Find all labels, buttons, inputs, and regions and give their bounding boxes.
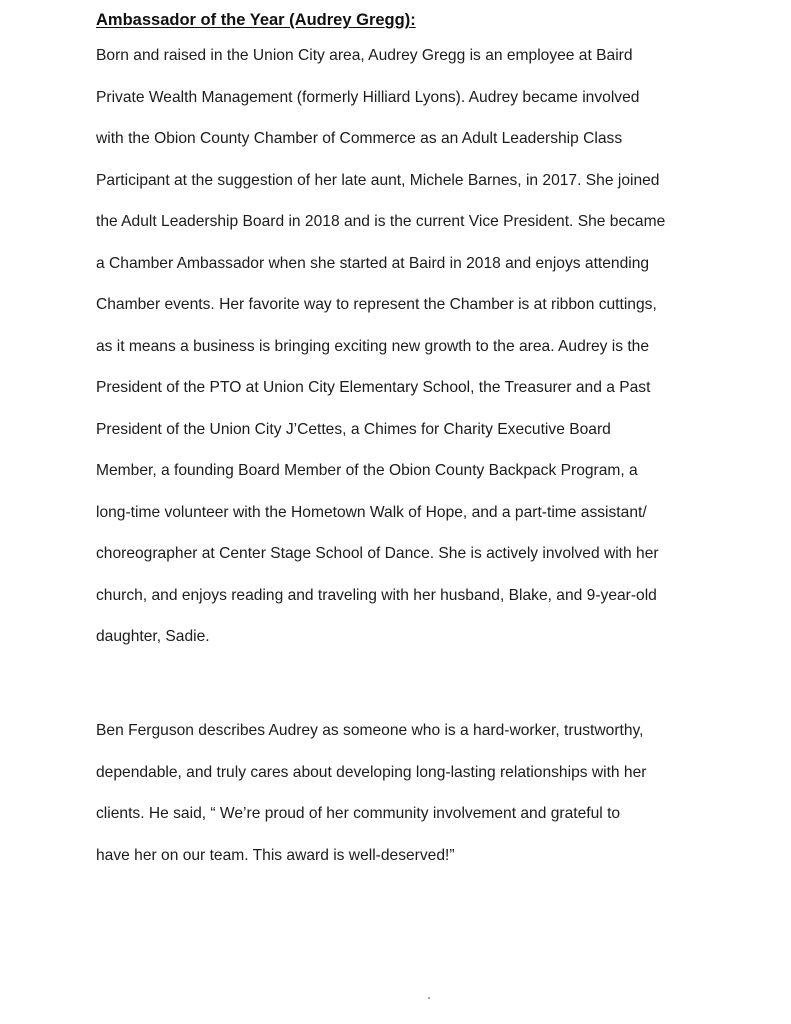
scan-speck — [428, 997, 430, 999]
paragraph-line: dependable, and truly cares about developing long-lasting relationships with her — [96, 763, 647, 781]
paragraph-line: Chamber events. Her favorite way to represent the Chamber is at ribbon cuttings, — [96, 296, 657, 313]
paragraph-line: a Chamber Ambassador when she started at Baird in 2018 and enjoys attending — [96, 254, 650, 272]
paragraph-line: church, and enjoys reading and traveling with her husband, Blake, and 9-year-old — [96, 586, 657, 604]
paragraph-quote — [96, 720, 746, 886]
paragraph-line: Ben Ferguson describes Audrey as someone who is a hard-worker, trustworthy, — [96, 722, 644, 739]
paragraph-line: Member, a founding Board Member of the Obion County Backpack Program, a — [96, 462, 638, 479]
paragraph-line: have her on our team. This award is well-deserved!” — [96, 846, 455, 864]
paragraph-line: long-time volunteer with the Hometown Walk of Hope, and a part-time assistant/ — [96, 503, 647, 521]
paragraph-line: the Adult Leadership Board in 2018 and is the current Vice President. She became — [96, 213, 666, 230]
paragraph-line: daughter, Sadie. — [96, 628, 210, 645]
paragraph-line: choreographer at Center Stage School of Dance. She is actively involved with her — [96, 545, 659, 562]
paragraph-line: clients. He said, “ We’re proud of her community involvement and grateful to — [96, 805, 621, 822]
paragraph-biography — [96, 45, 746, 668]
document-title: Ambassador of the Year (Audrey Gregg): — [96, 11, 416, 29]
paragraph-line: Private Wealth Management (formerly Hilliard Lyons). Audrey became involved — [96, 88, 640, 106]
paragraph-line: President of the Union City J’Cettes, a Chimes for Charity Executive Board — [96, 420, 611, 438]
paragraph-line: with the Obion County Chamber of Commerce as an Adult Leadership Class — [96, 130, 623, 147]
paragraph-line: President of the PTO at Union City Elementary School, the Treasurer and a Past — [96, 379, 651, 396]
paragraph-line: Born and raised in the Union City area, Audrey Gregg is an employee at Baird — [96, 47, 633, 64]
paragraph-line: Participant at the suggestion of her late aunt, Michele Barnes, in 2017. She joined — [96, 171, 660, 189]
paragraph-line: as it means a business is bringing exciting new growth to the area. Audrey is the — [96, 337, 650, 355]
